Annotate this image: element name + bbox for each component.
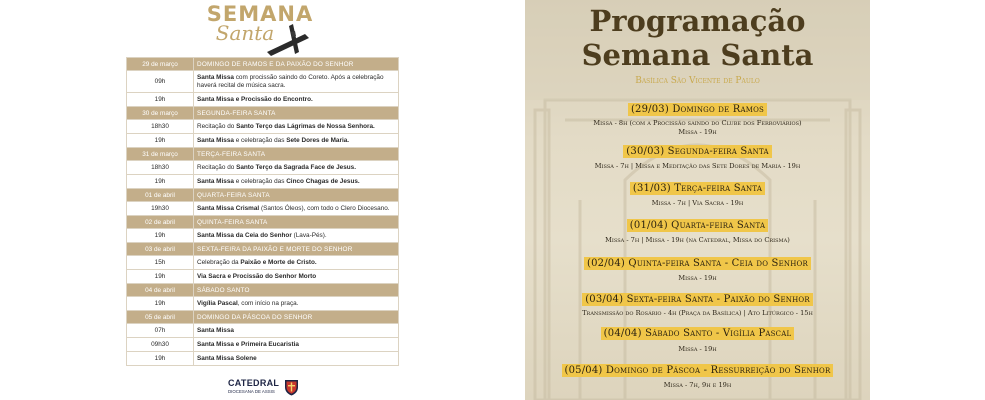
mass-time-line: Missa - 7h, 9h e 19h (663, 381, 732, 389)
day-heading (525, 178, 870, 196)
event-highlight: Santo Terço da Sagrada Face de Jesus. (236, 163, 357, 171)
event-row (127, 202, 399, 216)
day-date: 31 de março (127, 148, 194, 161)
semana-santa-logo (205, 2, 315, 58)
day-heading-label: (01/04) Quarta-feira Santa (627, 219, 768, 232)
event-time: 09h30 (127, 338, 194, 352)
event-highlight: Santa Missa (197, 177, 234, 185)
day-title: SEXTA-FEIRA DA PAIXÃO E MORTE DO SENHOR (194, 243, 399, 256)
mass-time-line: Missa - 19h (678, 128, 717, 136)
event-time: 19h (127, 93, 194, 107)
event-text: Recitação do (197, 163, 237, 171)
logo-word-santa: Santa (215, 21, 275, 45)
event-time: 19h (127, 270, 194, 284)
mass-time-line: Missa - 7h | Missa e Meditação das Sete Dores de Maria - 19h (594, 162, 801, 170)
mass-time-line: Missa - 19h (678, 274, 717, 282)
event-description (194, 161, 399, 175)
event-row (127, 297, 399, 311)
event-time: 19h (127, 175, 194, 189)
title-semana-santa: Semana Santa (581, 38, 814, 72)
day-heading-label: (03/04) Sexta-feira Santa - Paixão do Senhor (582, 293, 813, 306)
event-highlight: Via Sacra e Procissão do Senhor Morto (197, 272, 317, 280)
day-header-row (127, 216, 399, 229)
event-description (194, 270, 399, 284)
event-text: e celebração das (233, 177, 287, 185)
day-date: 04 de abril (127, 284, 194, 297)
day-date: 30 de março (127, 107, 194, 120)
event-text: (Santos Óleos), com todo o Clero Diocesano. (259, 204, 390, 212)
event-time: 19h (127, 229, 194, 243)
day-title: QUARTA-FEIRA SANTA (194, 189, 399, 202)
mass-time-line: Transmissão do Rosário - 4h (Praça da Basílica) | Ato Litúrgico - 15h (582, 309, 813, 317)
day-header-row (127, 58, 399, 71)
event-row (127, 338, 399, 352)
day-heading (525, 253, 870, 271)
event-highlight: Santa Missa (197, 136, 234, 144)
event-text: (Lava-Pés). (291, 231, 327, 239)
event-row (127, 352, 399, 366)
event-description (194, 175, 399, 189)
event-description (194, 352, 399, 366)
day-heading-label: (02/04) Quinta-feira Santa - Ceia do Senhor (584, 257, 811, 270)
day-header-row (127, 311, 399, 324)
cathedral-subtitle: DIOCESANA DE ASSIS (228, 389, 275, 394)
event-time: 07h (127, 324, 194, 338)
cathedral-name: CATEDRAL (228, 378, 280, 388)
event-highlight: Santa Missa Crismal (197, 204, 260, 212)
event-highlight: Santo Terço das Lágrimas de Nossa Senhora. (236, 122, 375, 130)
day-header-row (127, 243, 399, 256)
day-title: SÁBADO SANTO (194, 284, 399, 297)
day-title: QUINTA-FEIRA SANTA (194, 216, 399, 229)
event-row (127, 256, 399, 270)
subtitle-basilica: Basílica São Vicente de Paulo (635, 76, 760, 86)
day-date: 01 de abril (127, 189, 194, 202)
day-heading (525, 141, 870, 159)
event-highlight: Santa Missa (197, 326, 234, 334)
event-highlight: Santa Missa da Ceia do Senhor (197, 231, 292, 239)
day-heading-label: (05/04) Domingo de Páscoa - Ressurreição do Senhor (562, 364, 834, 377)
event-time: 18h30 (127, 120, 194, 134)
event-description (194, 134, 399, 148)
event-text: Recitação do (197, 122, 237, 130)
event-time: 09h (127, 71, 194, 93)
event-highlight: Cinco Chagas de Jesus. (286, 177, 360, 185)
day-header-row (127, 148, 399, 161)
day-heading (525, 99, 870, 117)
day-title: TERÇA-FEIRA SANTA (194, 148, 399, 161)
day-heading (525, 323, 870, 341)
event-text: , com início na praça. (237, 299, 299, 307)
schedule-table (126, 57, 399, 366)
event-highlight: Santa Missa Solene (197, 354, 257, 362)
event-row (127, 93, 399, 107)
event-text: Celebração da (197, 258, 241, 266)
event-time: 19h (127, 352, 194, 366)
event-time: 19h (127, 297, 194, 311)
day-title: SEGUNDA-FEIRA SANTA (194, 107, 399, 120)
event-description (194, 202, 399, 216)
mass-time-line: Missa - 7h | Via Sacra - 19h (651, 199, 744, 207)
event-description (194, 256, 399, 270)
event-description (194, 324, 399, 338)
event-highlight: Sete Dores de Maria. (286, 136, 350, 144)
day-heading-label: (04/04) Sábado Santo - Vigília Pascal (601, 327, 795, 340)
event-row (127, 134, 399, 148)
day-heading-label: (31/03) Terça-feira Santa (630, 182, 765, 195)
event-time: 18h30 (127, 161, 194, 175)
event-text: e celebração das (233, 136, 287, 144)
event-description (194, 229, 399, 243)
event-row (127, 229, 399, 243)
day-header-row (127, 107, 399, 120)
event-row (127, 324, 399, 338)
day-heading (525, 215, 870, 233)
event-description (194, 297, 399, 311)
day-header-row (127, 189, 399, 202)
mass-time-line: Missa - 19h (678, 345, 717, 353)
cathedral-logo (228, 378, 300, 398)
event-description (194, 120, 399, 134)
diocese-crest-icon (284, 379, 299, 396)
day-date: 03 de abril (127, 243, 194, 256)
event-row (127, 175, 399, 189)
basilica-schedule-panel (525, 0, 870, 400)
day-date: 02 de abril (127, 216, 194, 229)
event-highlight: Paixão e Morte de Cristo. (240, 258, 317, 266)
day-heading-label: (29/03) Domingo de Ramos (628, 103, 767, 116)
day-date: 05 de abril (127, 311, 194, 324)
mass-time-line: Missa - 8h (com a Procissão saindo do Clube dos Ferroviários) (593, 119, 802, 127)
event-description (194, 93, 399, 107)
logo-word-semana: SEMANA (206, 2, 314, 26)
day-title: DOMINGO DA PÁSCOA DO SENHOR (194, 311, 399, 324)
mass-time-line: Missa - 7h | Missa - 19h (na Catedral, Missa do Crisma) (605, 236, 790, 244)
event-time: 15h (127, 256, 194, 270)
event-highlight: Santa Missa (197, 73, 234, 81)
event-highlight: Santa Missa e Primeira Eucaristia (197, 340, 299, 348)
day-title: DOMINGO DE RAMOS E DA PAIXÃO DO SENHOR (194, 58, 399, 71)
day-heading (525, 289, 870, 307)
event-description (194, 338, 399, 352)
event-row (127, 161, 399, 175)
event-time: 19h (127, 134, 194, 148)
event-highlight: Vigília Pascal (197, 299, 238, 307)
cross-icon (265, 22, 311, 56)
event-row (127, 71, 399, 93)
event-highlight: Santa Missa e Procissão do Encontro. (197, 95, 313, 103)
event-row (127, 120, 399, 134)
event-time: 19h30 (127, 202, 194, 216)
day-heading-label: (30/03) Segunda-feira Santa (623, 145, 771, 158)
day-date: 29 de março (127, 58, 194, 71)
day-heading (525, 360, 870, 378)
day-header-row (127, 284, 399, 297)
event-text: com procissão saindo do Coreto. Após a celebração haverá recital de música sacra. (197, 73, 384, 89)
event-description (194, 71, 399, 93)
event-row (127, 270, 399, 284)
title-programacao: Programação (589, 4, 806, 38)
